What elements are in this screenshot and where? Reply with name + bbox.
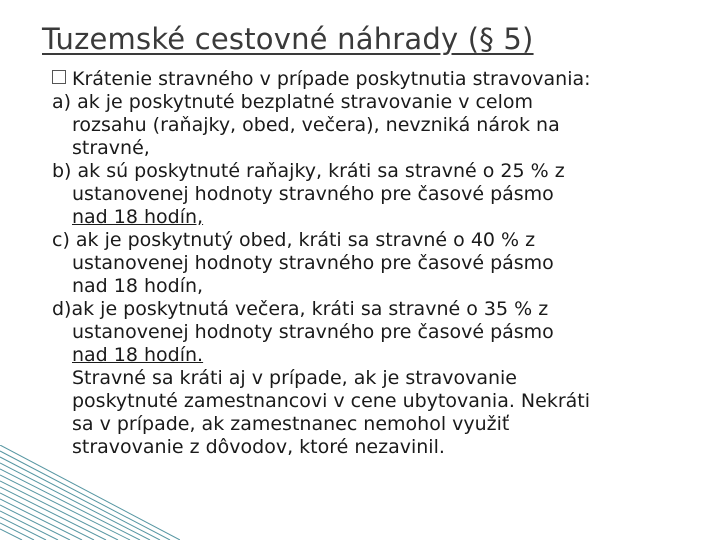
bullet-text: Krátenie stravného v prípade poskytnutia stravovania: [72, 68, 591, 90]
note-line-4: stravovanie z dôvodov, ktoré nezavinil. [72, 436, 445, 458]
note-line-1: Stravné sa kráti aj v prípade, ak je stravovanie [72, 367, 517, 389]
item-d-line-2: ustanovenej hodnoty stravného pre časové pásmo [72, 321, 554, 343]
item-c-line-2: ustanovenej hodnoty stravného pre časové pásmo [72, 252, 554, 274]
item-b-line-2: ustanovenej hodnoty stravného pre časové pásmo [72, 183, 554, 205]
bullet-line [52, 68, 692, 91]
item-b-line-3: nad 18 hodín, [72, 206, 204, 228]
item-c-line-3: nad 18 hodín, [72, 275, 204, 297]
item-d-line-1: d)ak je poskytnutá večera, kráti sa stravné o 35 % z [52, 298, 549, 320]
checkbox-bullet-icon [52, 70, 66, 84]
slide-title: Tuzemské cestovné náhrady (§ 5) [42, 22, 534, 56]
item-b-line-1: b) ak sú poskytnuté raňajky, kráti sa stravné o 25 % z [52, 160, 565, 182]
item-d-line-3: nad 18 hodín. [72, 344, 204, 366]
note-line-2: poskytnuté zamestnancovi v cene ubytovania. Nekráti [72, 390, 591, 412]
item-c-line-1: c) ak je poskytnutý obed, kráti sa stravné o 40 % z [52, 229, 536, 251]
decorative-stripes [0, 445, 180, 540]
item-a-line-3: stravné, [72, 137, 150, 159]
slide-body [52, 68, 692, 459]
item-a-line-1: a) ak je poskytnuté bezplatné stravovanie v celom [52, 91, 534, 113]
item-a-line-2: rozsahu (raňajky, obed, večera), nevzniká nárok na [72, 114, 560, 136]
note-line-3: sa v prípade, ak zamestnanec nemohol využiť [72, 413, 510, 435]
